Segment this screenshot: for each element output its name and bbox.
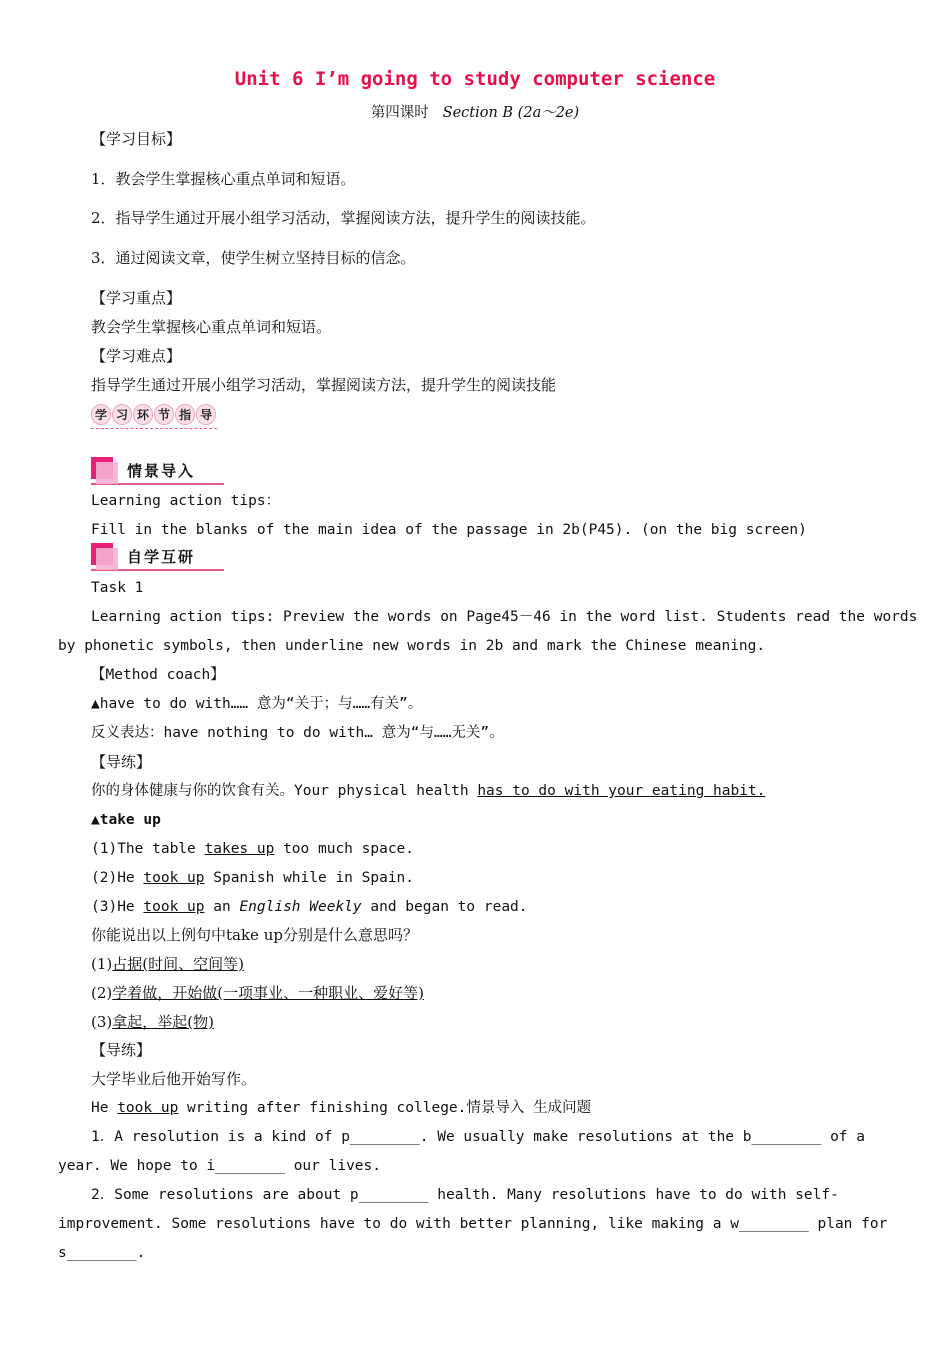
phrase-heading: ▲have to do with…… 意为“关于；与……有关”。 xyxy=(91,696,423,712)
exercise-line: 2．Some resolutions are about p________ health. Many resolutions have to do with self- xyxy=(91,1187,839,1203)
practice-sentence xyxy=(91,781,765,801)
task-title: Task 1 xyxy=(91,580,144,596)
meaning-item xyxy=(91,1012,214,1032)
practice-sentence xyxy=(91,1098,591,1118)
learning-tips: Learning action tips： xyxy=(91,493,281,509)
example-answer: took up xyxy=(143,899,205,915)
practice-chinese: 大学毕业后他开始写作。 xyxy=(91,1070,257,1088)
difficulties-heading: 【学习难点】 xyxy=(91,347,182,365)
section-label: Section B (2a～2e) xyxy=(442,105,580,121)
method-coach-heading: 【Method coach】 xyxy=(91,667,225,683)
practice-prompt: writing after finishing college.情景导入 生成问题 xyxy=(178,1100,592,1116)
section-square-icon xyxy=(96,462,118,484)
meaning-number: (2) xyxy=(91,984,113,1002)
badge-char: 习 xyxy=(112,404,132,425)
example-text: Spanish while in Spain. xyxy=(204,870,415,886)
practice-answer: has to do with your eating habit. xyxy=(477,783,766,799)
task-tips: by phonetic symbols, then underline new words in 2b and mark the Chinese meaning. xyxy=(58,638,766,654)
lesson-number: 第四课时 xyxy=(370,105,429,121)
objective-item: 2．指导学生通过开展小组学习活动，掌握阅读方法，提升学生的阅读技能。 xyxy=(91,209,596,227)
exercise-line: s________. xyxy=(58,1245,146,1261)
section-header-self-study xyxy=(91,543,224,571)
phrase-heading: ▲take up xyxy=(91,812,161,828)
meaning-answer: 拿起，举起(物) xyxy=(112,1013,214,1031)
question-text: 你能说出以上例句中take up分别是什么意思吗？ xyxy=(91,926,418,944)
badge-char: 环 xyxy=(133,404,153,425)
study-guide-badge xyxy=(91,402,217,429)
meaning-number: (1) xyxy=(91,955,113,973)
example-italic: English Weekly xyxy=(239,899,362,915)
example-sentence xyxy=(91,868,414,888)
example-sentence xyxy=(91,839,414,859)
section-header-intro xyxy=(91,457,224,485)
example-answer: took up xyxy=(143,870,205,886)
lesson-subtitle xyxy=(0,101,950,122)
example-text: and began to read. xyxy=(361,899,528,915)
meaning-answer: 学着做，开始做(一项事业、一种职业、爱好等) xyxy=(112,984,424,1002)
badge-char: 节 xyxy=(154,404,174,425)
objective-item: 3．通过阅读文章，使学生树立坚持目标的信念。 xyxy=(91,249,416,267)
example-text: an xyxy=(204,899,240,915)
antonym-note: 反义表达：have nothing to do with… 意为“与……无关”。 xyxy=(91,725,504,741)
key-points-text: 教会学生掌握核心重点单词和短语。 xyxy=(91,318,332,336)
example-text: too much space. xyxy=(274,841,415,857)
difficulties-text: 指导学生通过开展小组学习活动，掌握阅读方法，提升学生的阅读技能 xyxy=(91,376,557,394)
badge-char: 学 xyxy=(91,404,111,425)
example-answer: takes up xyxy=(204,841,275,857)
task-tips: Learning action tips: Preview the words on Page45－46 in the word list. Students read the words xyxy=(91,609,918,625)
exercise-line: improvement. Some resolutions have to do with better planning, like making a w________ plan for xyxy=(58,1216,888,1232)
key-points-heading: 【学习重点】 xyxy=(91,289,182,307)
exercise-line: year. We hope to i________ our lives. xyxy=(58,1158,382,1174)
example-text: (1)The table xyxy=(91,841,205,857)
badge-char: 指 xyxy=(175,404,195,425)
practice-heading: 【导练】 xyxy=(91,1041,152,1059)
objectives-heading: 【学习目标】 xyxy=(91,130,182,148)
meaning-number: (3) xyxy=(91,1013,113,1031)
page-title: Unit 6 I’m going to study computer science xyxy=(234,68,716,90)
example-text: (3)He xyxy=(91,899,144,915)
example-text: (2)He xyxy=(91,870,144,886)
fill-instruction: Fill in the blanks of the main idea of the passage in 2b(P45). (on the big screen) xyxy=(91,522,807,538)
practice-prompt: 你的身体健康与你的饮食有关。Your physical health xyxy=(91,783,478,799)
meaning-item xyxy=(91,983,424,1003)
section-label: 自学互研 xyxy=(127,548,196,566)
meaning-answer: 占据(时间、空间等) xyxy=(112,955,244,973)
section-square-icon xyxy=(96,548,118,570)
badge-char: 导 xyxy=(196,404,216,425)
section-label: 情景导入 xyxy=(127,462,196,480)
example-sentence xyxy=(91,897,528,917)
meaning-item xyxy=(91,954,244,974)
practice-heading: 【导练】 xyxy=(91,753,152,771)
exercise-line: 1．A resolution is a kind of p________. We usually make resolutions at the b________ of a xyxy=(91,1129,865,1145)
objective-item: 1．教会学生掌握核心重点单词和短语。 xyxy=(91,170,356,188)
practice-answer: took up xyxy=(117,1100,179,1116)
practice-prompt: He xyxy=(91,1100,118,1116)
